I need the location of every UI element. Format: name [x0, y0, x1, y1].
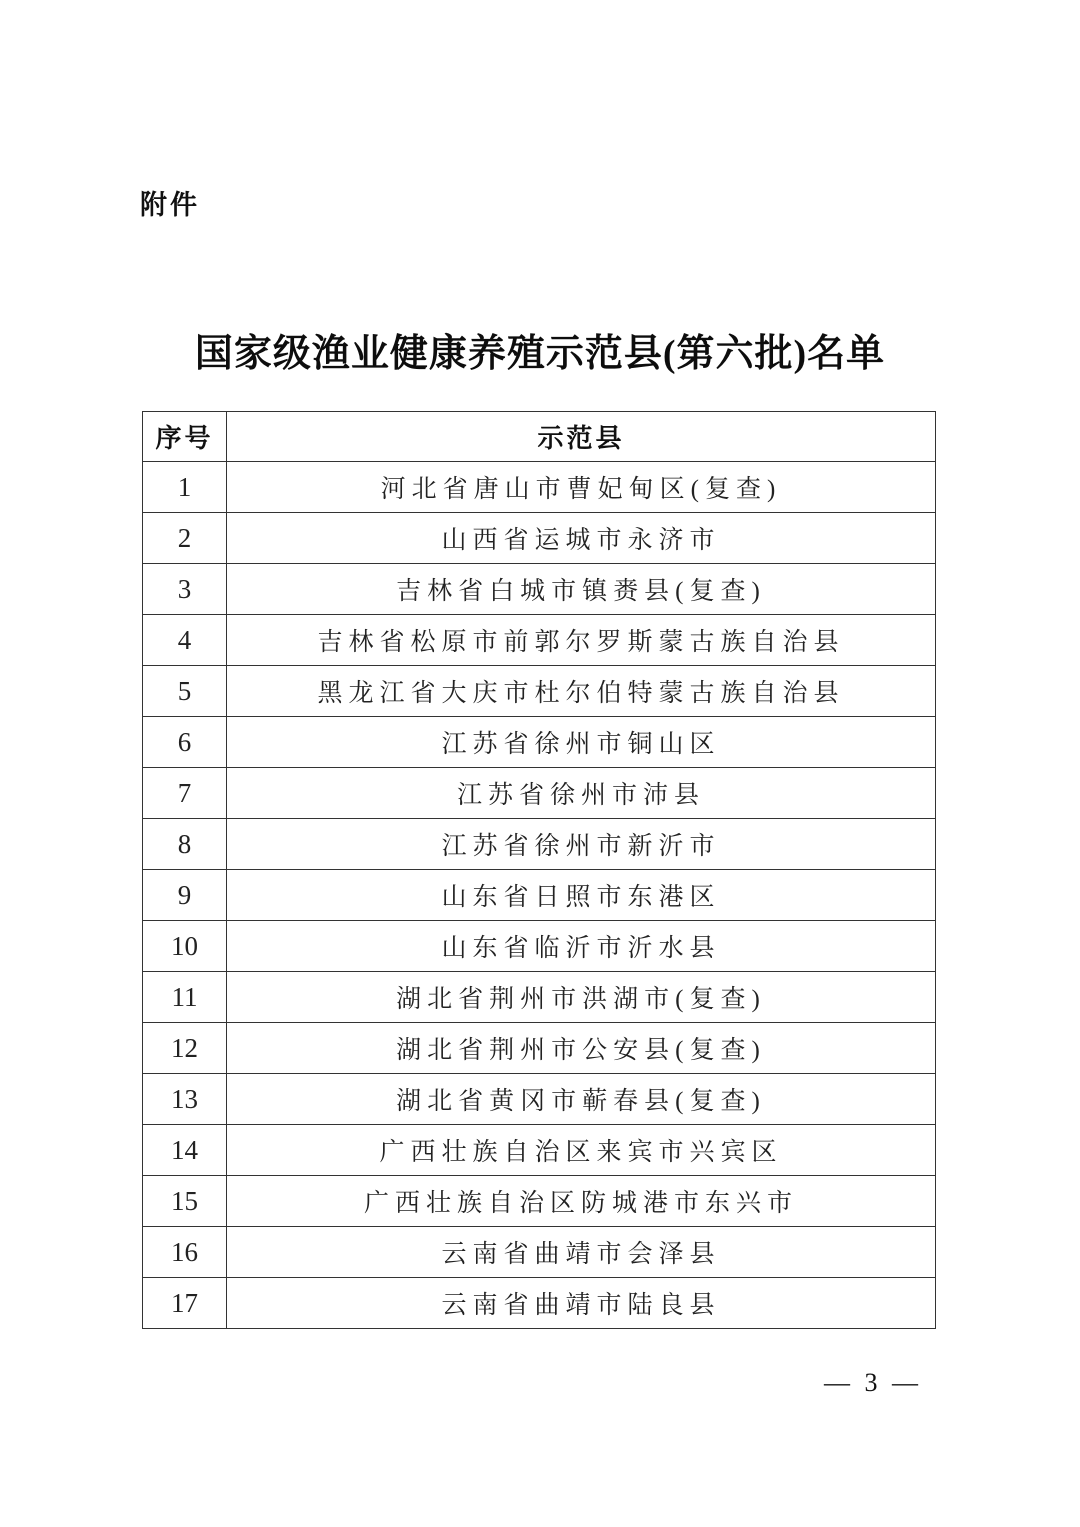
- row-index-cell: 10: [143, 921, 227, 972]
- table-row: [143, 1278, 936, 1329]
- row-index-cell: 11: [143, 972, 227, 1023]
- row-index-cell: 7: [143, 768, 227, 819]
- row-county-cell: 云南省曲靖市陆良县: [227, 1278, 936, 1329]
- row-index-cell: 1: [143, 462, 227, 513]
- row-county-cell: 河北省唐山市曹妃甸区(复查): [227, 462, 936, 513]
- row-county-cell: 广西壮族自治区来宾市兴宾区: [227, 1125, 936, 1176]
- page-number: — 3 —: [824, 1368, 922, 1397]
- table-row: [143, 666, 936, 717]
- table-row: [143, 1125, 936, 1176]
- table-row: [143, 1176, 936, 1227]
- table-row: [143, 1227, 936, 1278]
- table-row: [143, 870, 936, 921]
- table-body: [143, 462, 936, 1329]
- page-title: 国家级渔业健康养殖示范县(第六批)名单: [194, 333, 886, 376]
- row-index-cell: 14: [143, 1125, 227, 1176]
- row-county-cell: 黑龙江省大庆市杜尔伯特蒙古族自治县: [227, 666, 936, 717]
- row-county-cell: 山东省临沂市沂水县: [227, 921, 936, 972]
- row-index-cell: 9: [143, 870, 227, 921]
- row-index-cell: 15: [143, 1176, 227, 1227]
- row-index-cell: 4: [143, 615, 227, 666]
- row-index-cell: 8: [143, 819, 227, 870]
- row-county-cell: 吉林省松原市前郭尔罗斯蒙古族自治县: [227, 615, 936, 666]
- row-index-cell: 13: [143, 1074, 227, 1125]
- table-row: [143, 921, 936, 972]
- row-county-cell: 山东省日照市东港区: [227, 870, 936, 921]
- table-row: [143, 1023, 936, 1074]
- row-county-cell: 吉林省白城市镇赉县(复查): [227, 564, 936, 615]
- row-index-cell: 12: [143, 1023, 227, 1074]
- row-county-cell: 山西省运城市永济市: [227, 513, 936, 564]
- demonstration-county-table: [142, 411, 936, 1329]
- table-row: [143, 615, 936, 666]
- row-index-cell: 17: [143, 1278, 227, 1329]
- table-row: [143, 1074, 936, 1125]
- header-county: 示范县: [227, 412, 936, 462]
- table-row: [143, 513, 936, 564]
- table-row: [143, 564, 936, 615]
- row-county-cell: 湖北省荆州市洪湖市(复查): [227, 972, 936, 1023]
- row-county-cell: 湖北省黄冈市蕲春县(复查): [227, 1074, 936, 1125]
- row-county-cell: 广西壮族自治区防城港市东兴市: [227, 1176, 936, 1227]
- row-index-cell: 3: [143, 564, 227, 615]
- header-index: 序号: [143, 412, 227, 462]
- table-header-row: [143, 412, 936, 462]
- table-row: [143, 717, 936, 768]
- row-index-cell: 2: [143, 513, 227, 564]
- row-county-cell: 云南省曲靖市会泽县: [227, 1227, 936, 1278]
- table-row: [143, 972, 936, 1023]
- row-index-cell: 5: [143, 666, 227, 717]
- table-row: [143, 768, 936, 819]
- row-county-cell: 江苏省徐州市新沂市: [227, 819, 936, 870]
- row-index-cell: 6: [143, 717, 227, 768]
- table-row: [143, 819, 936, 870]
- attachment-label: 附件: [140, 190, 200, 220]
- table-row: [143, 462, 936, 513]
- row-county-cell: 湖北省荆州市公安县(复查): [227, 1023, 936, 1074]
- row-index-cell: 16: [143, 1227, 227, 1278]
- row-county-cell: 江苏省徐州市铜山区: [227, 717, 936, 768]
- row-county-cell: 江苏省徐州市沛县: [227, 768, 936, 819]
